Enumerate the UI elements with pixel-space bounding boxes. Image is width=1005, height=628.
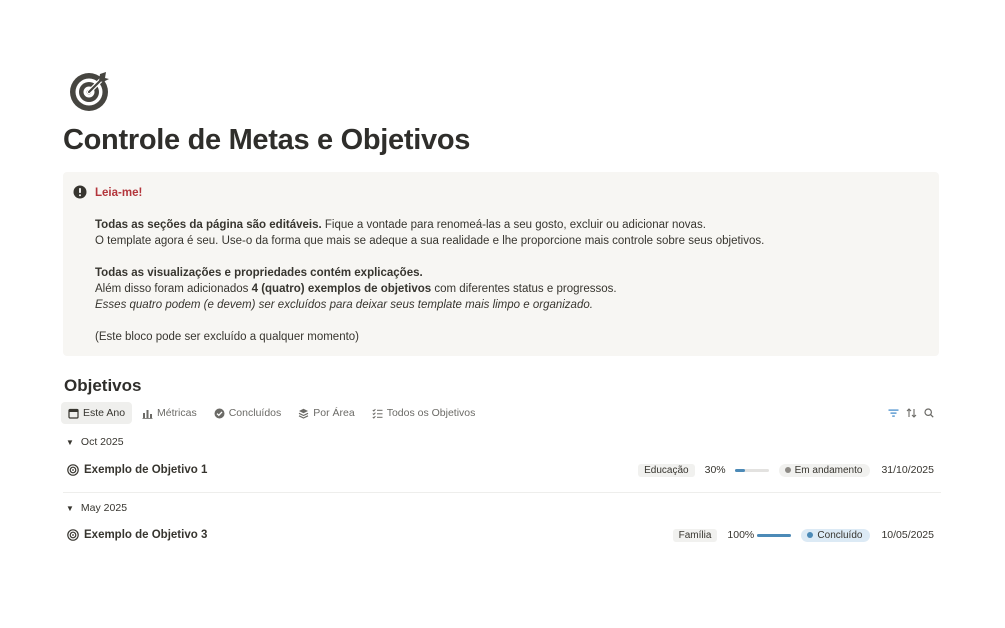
database-toolbar (884, 405, 938, 421)
sort-button[interactable] (902, 405, 920, 421)
stack-icon (298, 408, 309, 419)
callout-text-span: com diferentes status e progressos. (431, 283, 617, 295)
area-tag: Família (673, 529, 718, 542)
callout-text-span: Fique a vontade para renomeá-las a seu gosto, excluir ou adicionar novas. (321, 219, 706, 231)
check-circle-icon (214, 408, 225, 419)
status-dot (807, 532, 813, 538)
target-icon (68, 69, 112, 113)
callout-paragraph: (Este bloco pode ser excluído a qualquer momento) (95, 331, 360, 343)
search-icon (924, 408, 934, 418)
status-label: Em andamento (794, 464, 863, 476)
callout-bold-text: 4 (quatro) exemplos de objetivos (251, 283, 432, 295)
group-header-may-2025[interactable] (66, 502, 127, 514)
sort-icon (906, 408, 917, 418)
database-title[interactable]: Objetivos (64, 376, 142, 395)
progress-bar-fill (757, 534, 791, 537)
callout-text (95, 185, 764, 345)
readme-callout (63, 172, 939, 356)
area-tag: Educação (638, 464, 694, 477)
tab-metricas[interactable] (135, 402, 204, 424)
tab-este-ano[interactable] (61, 402, 132, 424)
progress-bar-fill (735, 469, 745, 472)
view-tabs (61, 402, 485, 424)
callout-paragraph (95, 217, 764, 233)
row-properties (673, 525, 934, 545)
tab-label: Métricas (157, 407, 197, 419)
date-value: 10/05/2025 (881, 529, 934, 541)
table-row[interactable] (63, 525, 939, 545)
callout-text-span: Além disso foram adicionados (95, 283, 252, 295)
progress-bar (757, 534, 791, 537)
group-label: May 2025 (80, 502, 128, 514)
callout-title: Leia-me! (95, 187, 143, 199)
callout-paragraph: O template agora é seu. Use-o da forma que mais se adeque a sua realidade e lhe proporcione mais controle sobre seus objetivos. (95, 235, 765, 247)
group-divider (63, 492, 941, 493)
search-button[interactable] (920, 405, 938, 421)
tab-concluidos[interactable] (207, 402, 289, 424)
date-value: 31/10/2025 (881, 464, 934, 476)
tab-todos-os-objetivos[interactable] (365, 402, 483, 424)
tab-label: Este Ano (83, 407, 126, 419)
progress-value: 30% (704, 464, 726, 476)
status-badge (779, 464, 871, 477)
status-label: Concluído (817, 529, 863, 541)
group-header-oct-2025[interactable] (66, 436, 124, 448)
row-title[interactable]: Exemplo de Objetivo 3 (84, 529, 208, 541)
target-icon (67, 529, 79, 541)
status-dot (785, 467, 791, 473)
tab-por-area[interactable] (291, 402, 361, 424)
caret-down-icon[interactable]: ▼ (66, 503, 74, 513)
status-badge (801, 529, 870, 542)
target-icon (67, 464, 79, 476)
table-row[interactable] (63, 460, 939, 480)
progress-value: 100% (727, 529, 755, 541)
row-title[interactable]: Exemplo de Objetivo 1 (84, 464, 208, 476)
filter-button[interactable] (884, 405, 902, 421)
bar-chart-icon (142, 408, 153, 419)
tab-label: Por Área (313, 407, 355, 419)
page-title[interactable]: Controle de Metas e Objetivos (63, 124, 471, 156)
calendar-icon (68, 408, 79, 419)
checklist-icon (372, 408, 383, 419)
row-properties (638, 460, 934, 480)
group-label: Oct 2025 (80, 436, 124, 448)
callout-paragraph: Todas as visualizações e propriedades contém explicações. (95, 267, 423, 279)
filter-icon (888, 408, 899, 418)
callout-paragraph (95, 281, 764, 297)
caret-down-icon[interactable]: ▼ (66, 437, 74, 447)
callout-bold-text: Todas as seções da página são editáveis. (95, 219, 322, 231)
tab-label: Concluídos (228, 407, 282, 419)
tab-label: Todos os Objetivos (386, 407, 476, 419)
progress-bar (735, 469, 769, 472)
exclamation-circle-icon (73, 185, 87, 199)
callout-paragraph: Esses quatro podem (e devem) ser excluídos para deixar seus template mais limpo e organizado. (95, 299, 593, 311)
